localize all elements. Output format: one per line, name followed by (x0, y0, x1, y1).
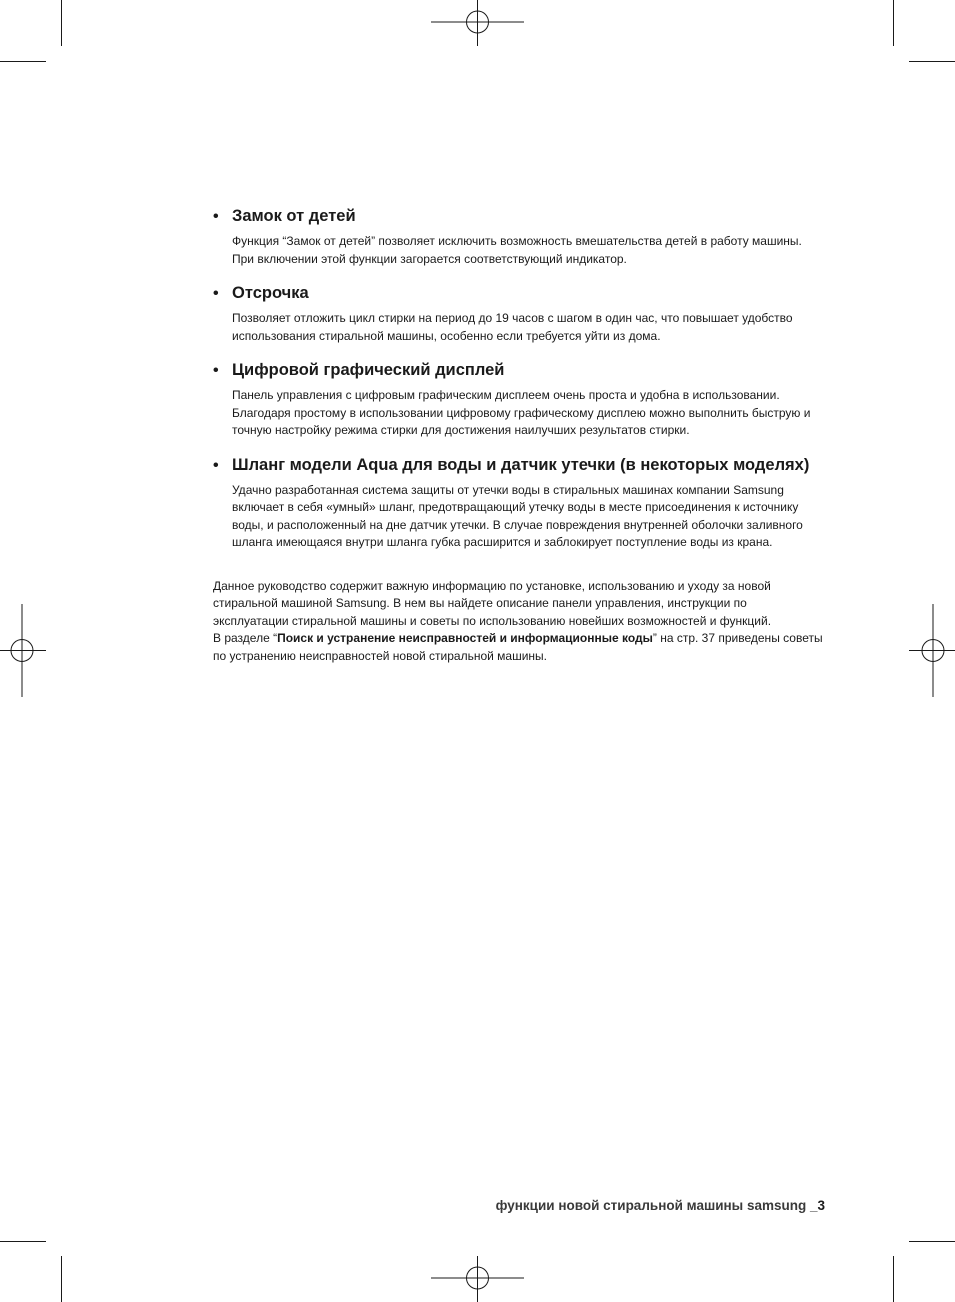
crop-mark (0, 1241, 46, 1242)
bullet-icon: • (213, 285, 219, 302)
crop-mark (61, 1256, 62, 1302)
crop-mark (893, 1256, 894, 1302)
page-footer (496, 1198, 825, 1213)
feature-title: Замок от детей (232, 207, 356, 225)
feature-text: Позволяет отложить цикл стирки на период до 19 часов с шагом в один час, что повышает удобство использования стиральной машины, особенно если требуется уйти из дома. (232, 311, 793, 343)
crop-mark (909, 61, 955, 62)
intro-text: ” на стр. 37 приведены советы по устранению неисправностей новой стиральной машины. (213, 631, 823, 663)
page-number: 3 (817, 1198, 825, 1213)
feature-title: Цифровой графический дисплей (232, 361, 505, 379)
intro-paragraph: Данное руководство содержит важную информацию по установке, использованию и уходу за новой стиральной машиной Samsung. В нем вы найдете описание панели управления, инструкции по эксплуатации стиральной машины и советы по использованию новейших возможностей и функций. (213, 578, 772, 628)
feature-title: Шланг модели Aqua для воды и датчик утечки (в некоторых моделях) (232, 455, 810, 474)
feature-text: При включении этой функции загорается соответствующий индикатор. (232, 251, 627, 266)
feature-description (232, 233, 825, 268)
feature-text: Удачно разработанная система защиты от утечки воды в стиральных машинах компании Samsung включает в себя «умный» шланг, предотвращающий утечку воды в месте присоединения к источнику воды, и расположенный на дне датчик утечки. В случае повреждения внутренней оболочки заливного шланга имеющаяся внутри шланга губка расширится и заблокирует поступление воды из крана. (232, 482, 803, 549)
feature-aqua-hose (213, 454, 825, 552)
feature-description (232, 387, 825, 440)
registration-mark-icon (0, 604, 46, 697)
feature-description (232, 482, 825, 552)
bullet-icon: • (213, 362, 219, 379)
registration-mark-icon (431, 0, 524, 46)
intro-reference (213, 630, 825, 665)
feature-text: Функция “Замок от детей” позволяет исключить возможность вмешательства детей в работу машины. (232, 234, 802, 248)
feature-text: Панель управления с цифровым графическим дисплеем очень проста и удобна в использовании. Благодаря простому в использовании цифровому графическому дисплею можно выполнить быструю и точную настройку режима стирки для достижения наилучших результатов стирки. (232, 388, 811, 437)
feature-digital-display (213, 359, 825, 440)
troubleshooting-reference: Поиск и устранение неисправностей и информационные коды (277, 631, 653, 645)
crop-mark (61, 0, 62, 46)
feature-description (232, 310, 825, 345)
crop-mark (909, 1241, 955, 1242)
bullet-icon: • (213, 208, 219, 225)
registration-mark-icon (909, 604, 955, 697)
footer-section-title: функции новой стиральной машины samsung _ (495, 1198, 818, 1213)
crop-mark (0, 61, 46, 62)
crop-mark (893, 0, 894, 46)
feature-delay (213, 282, 825, 345)
registration-mark-icon (431, 1256, 524, 1302)
bullet-icon: • (213, 456, 219, 474)
feature-title: Отсрочка (232, 284, 309, 302)
manual-intro (213, 578, 825, 666)
page-content (213, 205, 825, 665)
intro-text: В разделе “ (213, 631, 278, 645)
feature-child-lock (213, 205, 825, 268)
